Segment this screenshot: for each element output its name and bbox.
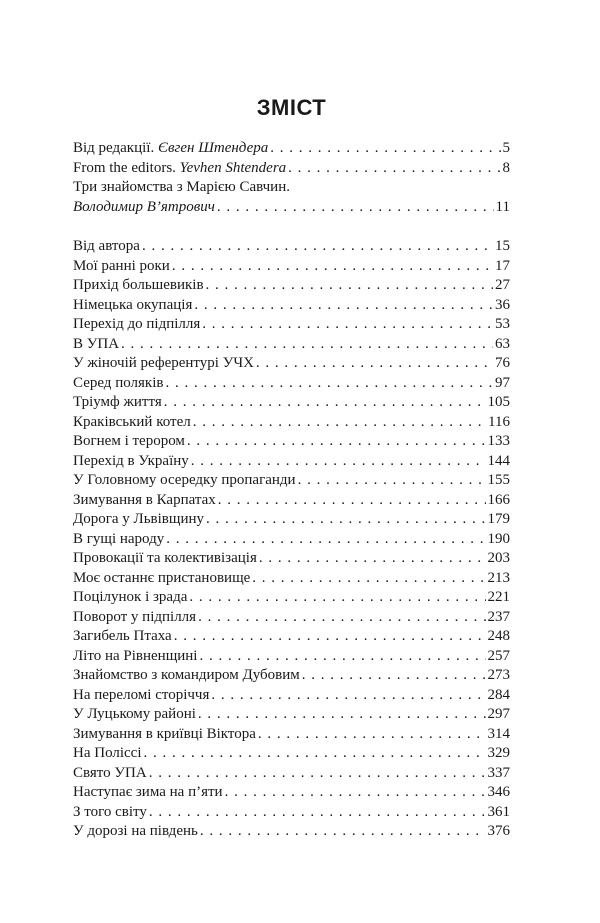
toc-entry-page: 97 [495,374,510,391]
toc-entry-front-3[interactable] [73,198,510,218]
toc-entry-page: 144 [487,452,510,469]
dot-leader [191,452,486,472]
toc-entry[interactable] [73,705,510,725]
dot-leader [166,530,485,550]
dot-leader [259,549,486,569]
toc-entry-label: Від автора [73,238,140,254]
toc-entry-page: 284 [487,686,510,703]
dot-leader [256,354,493,374]
toc-entry-label: Від редакції. Євген Штендера [73,140,269,156]
toc-entry-front-1[interactable] [73,159,510,179]
toc-entry-label: Прихід большевиків [73,277,204,293]
toc-entry[interactable] [73,686,510,706]
toc-entry-label: Провокації та колективізація [73,550,257,566]
toc-entry[interactable] [73,354,510,374]
toc-entry-label: Моє останнє пристановище [73,569,251,586]
toc-entry[interactable] [73,510,510,530]
dot-leader [194,296,493,316]
toc-entry-page: 11 [495,198,510,215]
toc-entry[interactable] [73,764,510,784]
toc-entry-page: 5 [502,140,510,156]
toc-entry-label: Літо на Рівненщині [73,647,198,664]
toc-entry[interactable] [73,257,510,277]
toc-entry-page: 337 [487,764,510,781]
toc-entry-front-2[interactable] [73,178,510,198]
toc-entry-label: На Поліссі [73,745,142,761]
table-of-contents [73,94,510,842]
toc-entry-page: 76 [495,355,510,371]
toc-entry-page: 203 [487,550,510,566]
section-gap [73,217,510,237]
toc-entry-label: Володимир В’ятрович [73,198,215,215]
toc-entry-label: Перехід до підпілля [73,316,201,332]
dot-leader [200,822,486,842]
toc-entry-label: У Луцькому районі [73,706,196,722]
toc-entry[interactable] [73,452,510,472]
dot-leader [302,666,486,686]
dot-leader [217,198,494,218]
toc-entry-page: 155 [487,472,510,488]
toc-entry-page: 179 [487,511,510,527]
dot-leader [165,374,493,394]
dot-leader [199,647,485,667]
dot-leader [164,393,486,413]
toc-entry-page: 17 [495,257,510,274]
toc-entry-label: Поцілунок і зрада [73,589,188,605]
dot-leader [172,257,493,277]
page-title: ЗМІСТ [256,95,327,120]
toc-entry-page: 190 [487,530,510,547]
dot-leader [174,627,486,647]
toc-entry-label: Вогнем і терором [73,433,185,449]
dot-leader [225,783,486,803]
toc-entry[interactable] [73,237,510,257]
chapter-list [73,237,510,842]
toc-entry-label: В гущі народу [73,530,165,547]
toc-entry-label: From the editors. Yevhen Shtendera [73,159,287,176]
toc-entry[interactable] [73,744,510,764]
toc-entry[interactable] [73,647,510,667]
toc-entry-label: Зимування в криївці Віктора [73,725,256,742]
toc-entry-page: 27 [495,277,510,293]
toc-entry[interactable] [73,608,510,628]
toc-entry-label: Перехід в Україну [73,452,189,469]
toc-entry-label: Наступає зима на п’яти [73,784,223,800]
dot-leader [202,315,493,335]
dot-leader [121,335,493,355]
dot-leader [206,276,493,296]
dot-leader [189,588,485,608]
toc-entry[interactable] [73,588,510,608]
dot-leader [187,432,486,452]
toc-entry-page: 213 [487,569,510,586]
dot-leader [142,237,493,257]
dot-leader [270,139,500,159]
toc-entry-page: 314 [487,725,510,742]
toc-entry[interactable] [73,432,510,452]
toc-entry[interactable] [73,569,510,589]
toc-entry[interactable] [73,374,510,394]
toc-entry-page: 105 [487,394,510,410]
toc-entry[interactable] [73,725,510,745]
toc-entry-label: У дорозі на південь [73,823,198,839]
toc-entry-label: Поворот у підпілля [73,608,197,625]
toc-entry-label: На переломі сторіччя [73,686,210,703]
toc-entry[interactable] [73,822,510,842]
dot-leader [149,803,486,823]
dot-leader [193,413,486,433]
dot-leader [149,764,486,784]
toc-entry-page: 15 [495,238,510,254]
dot-leader [206,510,486,530]
toc-entry-label: Мої ранні роки [73,257,170,274]
toc-entry-page: 133 [487,433,510,449]
toc-entry-label: Дорога у Львівщину [73,511,204,527]
toc-entry-label: Краківський котел [73,413,191,430]
toc-entry-label: Тріумф життя [73,394,162,410]
toc-entry[interactable] [73,530,510,550]
toc-entry-page: 273 [487,667,510,683]
dot-leader [198,608,485,628]
toc-entry[interactable] [73,296,510,316]
toc-entry-label: Свято УПА [73,764,147,781]
toc-entry[interactable] [73,783,510,803]
dot-leader [211,686,485,706]
dot-leader [218,491,486,511]
toc-entry[interactable] [73,315,510,335]
toc-entry-page: 248 [487,628,510,644]
dot-leader [298,471,486,491]
toc-entry-page: 116 [488,413,510,430]
toc-entry-page: 63 [495,335,510,352]
toc-entry[interactable] [73,549,510,569]
dot-leader [252,569,485,589]
toc-entry[interactable] [73,413,510,433]
toc-entry-page: 361 [487,803,510,820]
toc-entry-label: Три знайомства з Марією Савчин. [73,179,290,195]
dot-leader [198,705,486,725]
toc-entry-page: 8 [502,159,510,176]
toc-entry-page: 237 [487,608,510,625]
toc-entry-page: 53 [495,316,510,332]
dot-leader [144,744,486,764]
dot-leader [288,159,500,179]
toc-entry-label: Знайомство з командиром Дубовим [73,667,300,683]
toc-entry-page: 376 [487,823,510,839]
toc-entry-label: З того світу [73,803,147,820]
toc-entry-page: 257 [487,647,510,664]
toc-entry[interactable] [73,393,510,413]
toc-entry-page: 36 [495,296,510,313]
toc-entry[interactable] [73,471,510,491]
toc-entry-label: Серед поляків [73,374,164,391]
toc-entry-label: Загибель Птаха [73,628,172,644]
toc-entry-label: Зимування в Карпатах [73,491,216,508]
toc-entry-label: Німецька окупація [73,296,193,313]
toc-entry[interactable] [73,491,510,511]
front-matter-list [73,139,510,217]
toc-entry[interactable] [73,335,510,355]
toc-entry-page: 297 [487,706,510,722]
toc-entry-label: В УПА [73,335,120,352]
toc-entry-label: У жіночій референтурі УЧХ [73,355,254,371]
toc-entry-label: У Головному осередку пропаганди [73,472,296,488]
toc-entry-page: 166 [487,491,510,508]
toc-entry-page: 329 [487,745,510,761]
toc-entry[interactable] [73,666,510,686]
toc-entry[interactable] [73,276,510,296]
toc-entry-page: 346 [487,784,510,800]
toc-entry-page: 221 [487,589,510,605]
toc-entry[interactable] [73,627,510,647]
dot-leader [258,725,486,745]
toc-entry-front-0[interactable] [73,139,510,159]
toc-entry[interactable] [73,803,510,823]
